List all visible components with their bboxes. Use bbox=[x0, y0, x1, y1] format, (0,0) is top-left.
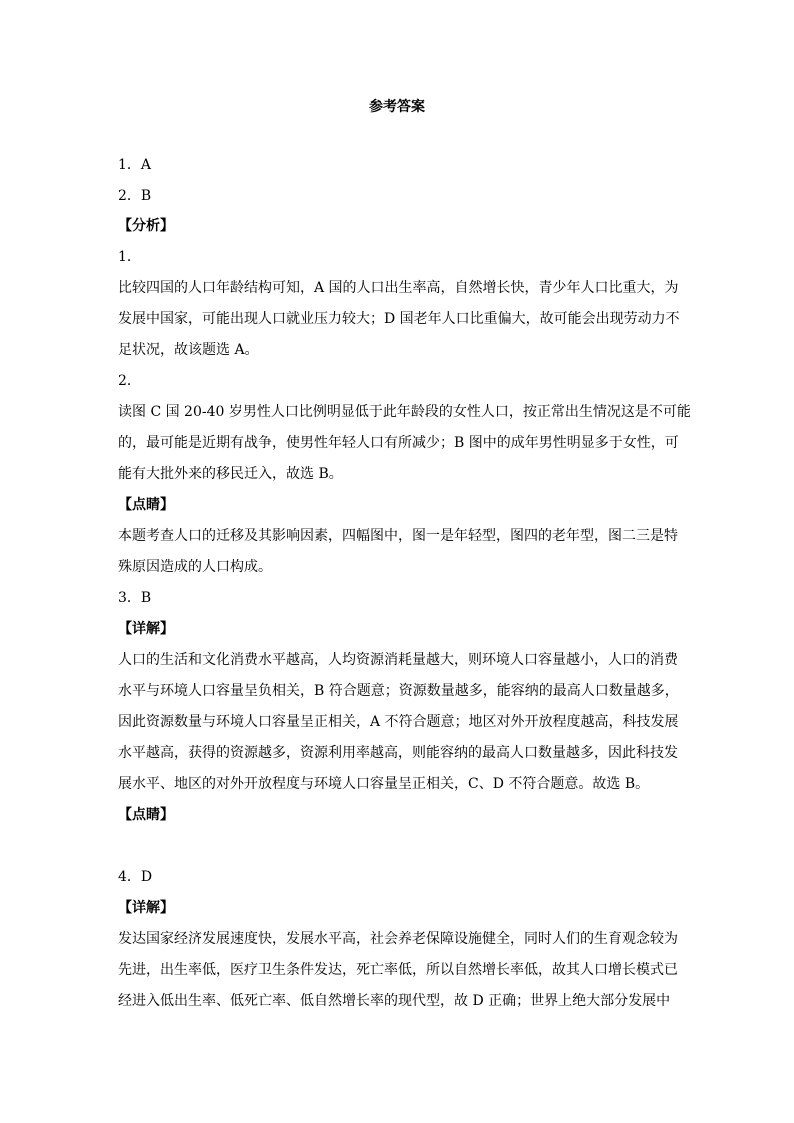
analysis-item-2-text: 的，最可能是近期有战争，使男性年轻人口有所减少；B 图中的成年男性明显多于女性，可 bbox=[118, 435, 679, 451]
detail-text: 因此资源数量与环境人口容量呈正相关，A 不符合题意；地区对外开放程度越高，科技发展 bbox=[118, 714, 679, 730]
answer-4: 4．D bbox=[118, 869, 153, 885]
analysis-item-2-label: 2． bbox=[118, 373, 141, 389]
detail-text: 水平越高，获得的资源越多，资源利用率越高，则能容纳的最高人口数量越多，因此科技发 bbox=[118, 745, 678, 761]
detail-text: 水平与环境人口容量呈负相关，B 符合题意；资源数量越多，能容纳的最高人口数量越多， bbox=[118, 683, 679, 699]
answer-1: 1．A bbox=[118, 157, 152, 173]
section-heading-detail: 【详解】 bbox=[118, 900, 174, 916]
section-heading-comment: 【点睛】 bbox=[118, 497, 174, 513]
section-heading-analysis: 【分析】 bbox=[118, 218, 174, 234]
answer-2: 2．B bbox=[118, 188, 152, 204]
detail-text: 展水平、地区的对外开放程度与环境人口容量呈正相关，C、D 不符合题意。故选 B。 bbox=[118, 776, 650, 792]
analysis-item-1-text: 足状况，故该题选 A。 bbox=[118, 342, 259, 358]
answer-3: 3．B bbox=[118, 590, 152, 606]
detail-text: 先进，出生率低，医疗卫生条件发达，死亡率低，所以自然增长率低，故其人口增长模式已 bbox=[118, 962, 678, 978]
section-heading-comment: 【点睛】 bbox=[118, 807, 174, 823]
comment-text: 本题考查人口的迁移及其影响因素，四幅图中，图一是年轻型，图四的老年型，图二三是特 bbox=[118, 528, 678, 544]
analysis-item-1-text: 比较四国的人口年龄结构可知，A 国的人口出生率高，自然增长快，青少年人口比重大，为 bbox=[118, 280, 679, 296]
analysis-item-2-text: 读图 C 国 20-40 岁男性人口比例明显低于此年龄段的女性人口，按正常出生情况这是不可能 bbox=[118, 404, 691, 420]
comment-text: 殊原因造成的人口构成。 bbox=[118, 559, 272, 575]
detail-text: 人口的生活和文化消费水平越高，人均资源消耗量越大，则环境人口容量越小，人口的消费 bbox=[118, 652, 678, 668]
detail-text: 发达国家经济发展速度快，发展水平高，社会养老保障设施健全，同时人们的生育观念较为 bbox=[118, 931, 678, 947]
analysis-item-2-text: 能有大批外来的移民迁入，故选 B。 bbox=[118, 466, 343, 482]
analysis-item-1-text: 发展中国家，可能出现人口就业压力较大；D 国老年人口比重偏大，故可能会出现劳动力不 bbox=[118, 311, 680, 327]
analysis-item-1-label: 1． bbox=[118, 249, 141, 265]
page-title: 参考答案 bbox=[369, 99, 425, 115]
section-heading-detail: 【详解】 bbox=[118, 621, 174, 637]
detail-text: 经进入低出生率、低死亡率、低自然增长率的现代型，故 D 正确；世界上绝大部分发展中 bbox=[118, 993, 671, 1009]
